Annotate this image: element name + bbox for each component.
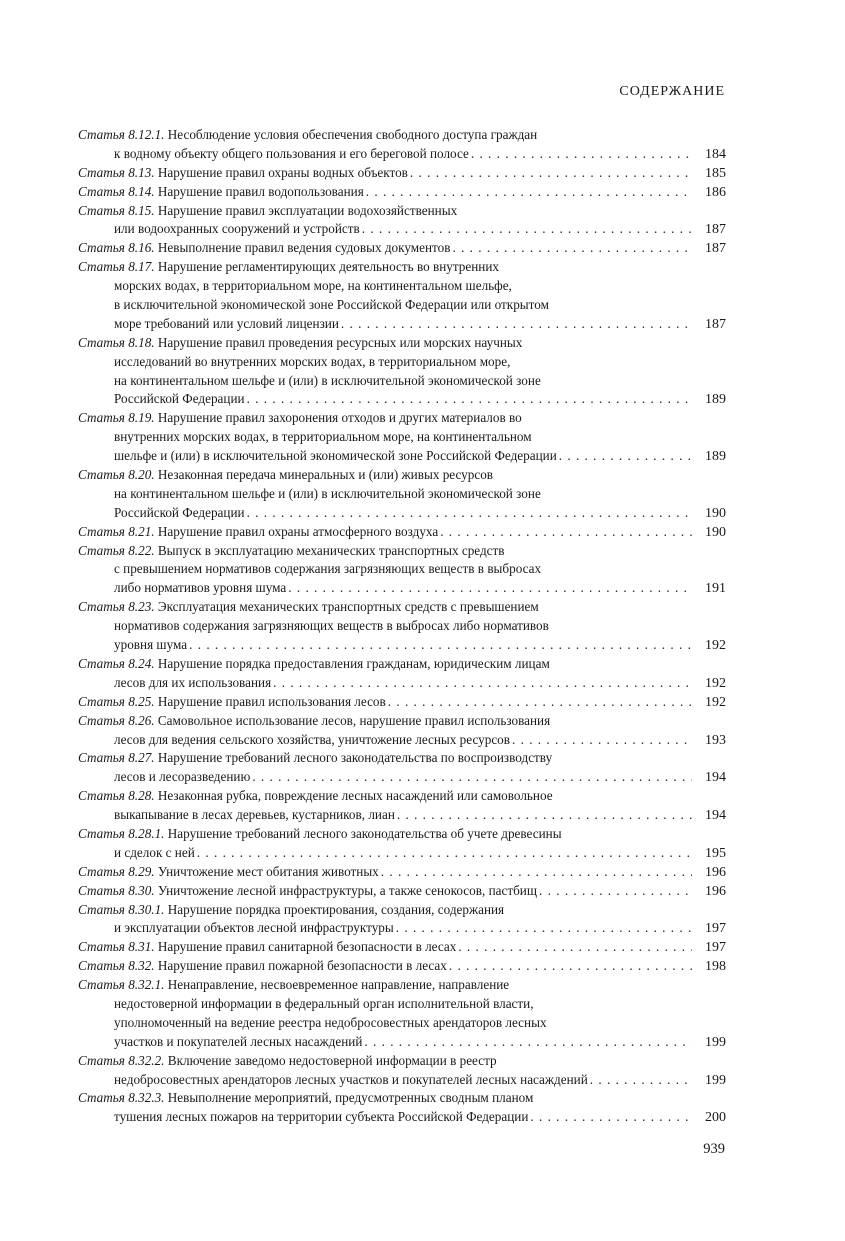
article-title-line: Нарушение правил проведения ресурсных или морских научных [157,334,523,350]
toc-entry-line [78,919,726,938]
toc-entry [78,882,726,901]
toc-entry-text [114,560,541,579]
toc-entry-text [114,353,510,372]
dot-leader [590,1071,692,1090]
toc-entry-text [78,542,505,561]
article-title-line: и эксплуатации объектов лесной инфраструктуры [114,920,394,936]
toc-page-number: 196 [705,883,726,899]
toc-entry-text [114,428,532,447]
dot-leader [410,164,692,183]
dot-leader [247,390,692,409]
running-header: СОДЕРЖАНИЕ [619,84,725,99]
toc-entry-line [78,296,726,315]
toc-entry-line [78,995,726,1014]
toc-entry [78,957,726,976]
toc-entry-text [78,957,447,976]
article-number: Статья 8.16. [78,240,155,256]
dot-leader [397,806,692,825]
toc-entry [78,693,726,712]
toc-entry-line [78,731,726,750]
toc-entry-text [78,164,408,183]
toc-entry-line [78,579,726,598]
toc-entry-line [78,542,726,561]
toc-entry-text [114,145,469,164]
toc-entry-line [78,1052,726,1071]
toc-entry-line [78,976,726,995]
dot-leader [273,674,692,693]
toc-entry-line [78,145,726,164]
article-title-line: Самовольное использование лесов, нарушение правил использования [157,712,551,728]
article-number: Статья 8.32.3. [78,1090,165,1106]
toc-entry-line [78,334,726,353]
dot-leader [362,220,692,239]
article-title-line: Нарушение требований лесного законодательства по воспроизводству [157,750,553,766]
article-title-line: Нарушение порядка проектирования, создания, содержания [167,901,505,917]
article-title-line: Нарушение правил охраны атмосферного воздуха [157,523,439,539]
dot-leader [381,863,692,882]
article-title-line: внутренних морских водах, в территориальном море, на континентальном [114,429,532,445]
toc-entry-line [78,1089,726,1108]
toc-entry-line [78,353,726,372]
toc-entry-line [78,239,726,258]
toc-entry [78,126,726,164]
toc-entry-text [114,674,271,693]
toc-page-number: 197 [705,940,726,956]
dot-leader [341,315,692,334]
dot-leader [539,882,692,901]
article-number: Статья 8.13. [78,164,155,180]
toc-entry-text [78,334,522,353]
toc-entry-text [114,768,250,787]
toc-entry-line [78,202,726,221]
article-number: Статья 8.31. [78,939,155,955]
article-title-line: Незаконная передача минеральных и (или) живых ресурсов [157,467,494,483]
toc-page-number: 197 [705,921,726,937]
article-title-line: и сделок с ней [114,844,195,860]
toc-page-number: 190 [705,505,726,521]
toc-entry-text [78,126,537,145]
article-title-line: морских водах, в территориальном море, на континентальном шельфе, [114,278,512,294]
article-number: Статья 8.32.2. [78,1052,165,1068]
article-number: Статья 8.15. [78,202,155,218]
toc-entry-line [78,1108,726,1127]
toc-entry-text [78,976,509,995]
toc-entry-line [78,693,726,712]
toc-entry-text [114,731,510,750]
toc-entry [78,749,726,787]
article-title-line: лесов для их использования [114,674,272,690]
toc-entry-line [78,447,726,466]
toc-page-number: 186 [705,184,726,200]
toc-entry [78,183,726,202]
article-title-line: участков и покупателей лесных насаждений [114,1033,363,1049]
toc-entry [78,409,726,466]
article-title-line: Невыполнение правил ведения судовых документов [157,240,451,256]
dot-leader [559,447,692,466]
article-number: Статья 8.17. [78,259,155,275]
toc-entry-line [78,485,726,504]
toc-entry-text [78,409,522,428]
toc-entry [78,334,726,410]
toc-entry-line [78,126,726,145]
toc-entry-text [114,296,549,315]
toc-entry [78,787,726,825]
toc-page-number: 195 [705,845,726,861]
toc-entry-line [78,617,726,636]
article-title-line: тушения лесных пожаров на территории субъекта Российской Федерации [114,1109,529,1125]
article-number: Статья 8.23. [78,599,155,615]
article-title-line: Включение заведомо недостоверной информации в реестр [167,1052,497,1068]
dot-leader [366,183,692,202]
article-number: Статья 8.27. [78,750,155,766]
toc-page-number: 187 [705,241,726,257]
toc-entry-text [114,390,245,409]
toc-entry-text [78,523,438,542]
toc-entry-text [114,447,557,466]
toc-entry [78,976,726,1052]
toc-page-number: 192 [705,694,726,710]
article-title-line: уполномоченный на ведение реестра недобросовестных арендаторов лесных [114,1014,547,1030]
toc-entry-text [78,863,379,882]
toc-entry-text [114,372,541,391]
toc-entry [78,825,726,863]
toc-entry-line [78,504,726,523]
toc-entry-text [78,655,550,674]
toc-page-number: 194 [705,808,726,824]
toc-page-number: 200 [705,1110,726,1126]
dot-leader [189,636,692,655]
article-title-line: море требований или условий лицензии [114,315,339,331]
toc-entry-text [78,598,539,617]
article-number: Статья 8.28.1. [78,825,165,841]
toc-entry-text [114,995,534,1014]
toc-entry [78,712,726,750]
article-number: Статья 8.22. [78,542,155,558]
article-number: Статья 8.29. [78,863,155,879]
article-number: Статья 8.28. [78,788,155,804]
toc-entry-text [78,787,553,806]
toc-entry-line [78,409,726,428]
article-title-line: уровня шума [114,637,188,653]
toc-entry-text [114,1014,547,1033]
toc-entry [78,466,726,523]
toc-entry-line [78,523,726,542]
dot-leader [440,523,692,542]
toc-entry [78,258,726,334]
article-title-line: недостоверной информации в федеральный орган исполнительной власти, [114,995,534,1011]
toc-entry-line [78,882,726,901]
article-title-line: Нарушение регламентирующих деятельность во внутренних [157,259,500,275]
toc-entry [78,542,726,599]
toc-entry-text [78,1089,533,1108]
dot-leader [252,768,692,787]
toc-page-number: 189 [705,449,726,465]
toc-page-number: 199 [705,1034,726,1050]
article-title-line: Нарушение правил использования лесов [157,693,386,709]
article-title-line: в исключительной экономической зоне Российской Федерации или открытом [114,297,549,313]
article-title-line: выкапывание в лесах деревьев, кустарников, лиан [114,807,395,823]
article-title-line: Выпуск в эксплуатацию механических транспортных средств [157,542,505,558]
toc-entry [78,901,726,939]
article-title-line: с превышением нормативов содержания загрязняющих веществ в выбросах [114,561,542,577]
toc-entry [78,202,726,240]
toc-entry-line [78,1033,726,1052]
article-number: Статья 8.19. [78,410,155,426]
toc-page-number: 192 [705,675,726,691]
toc-entry [78,164,726,183]
toc-entry-line [78,957,726,976]
article-title-line: Эксплуатация механических транспортных средств с превышением [157,599,539,615]
toc-entry-line [78,372,726,391]
article-number: Статья 8.30.1. [78,901,165,917]
article-number: Статья 8.32.1. [78,977,165,993]
article-title-line: Незаконная рубка, повреждение лесных насаждений или самовольное [157,788,553,804]
toc-entry-text [114,277,512,296]
toc-entry-line [78,258,726,277]
toc-entry-text [78,1052,497,1071]
toc-entry-line [78,560,726,579]
toc-entry-text [78,882,537,901]
dot-leader [458,938,692,957]
article-title-line: Ненаправление, несвоевременное направление, направление [167,977,510,993]
toc-entry-text [78,466,493,485]
toc-entry-text [78,825,562,844]
article-number: Статья 8.14. [78,183,155,199]
toc-entry-line [78,390,726,409]
toc-page-number: 189 [705,392,726,408]
toc-entry-line [78,768,726,787]
article-title-line: к водному объекту общего пользования и его береговой полосе [114,145,469,161]
toc-page-number: 198 [705,959,726,975]
article-title-line: Нарушение правил водопользования [157,183,364,199]
toc-entry-line [78,863,726,882]
article-title-line: нормативов содержания загрязняющих веществ в выбросах либо нормативов [114,618,549,634]
article-title-line: Нарушение правил санитарной безопасности в лесах [157,939,457,955]
toc-entry-line [78,598,726,617]
toc-entry-line [78,1071,726,1090]
toc-entry [78,598,726,655]
toc-entry-text [114,1033,362,1052]
toc-page-number: 184 [705,146,726,162]
article-number: Статья 8.12.1. [78,127,165,142]
toc-entry-line [78,164,726,183]
toc-entry [78,938,726,957]
toc-entry-text [114,485,541,504]
toc-entry-text [114,1071,588,1090]
toc-entry-text [78,183,364,202]
toc-page-number: 190 [705,524,726,540]
toc-page-number: 185 [705,165,726,181]
toc-entry-text [78,239,450,258]
toc-entry-text [78,749,552,768]
article-title-line: Нарушение правил пожарной безопасности в лесах [157,958,447,974]
toc-entry [78,655,726,693]
article-number: Статья 8.25. [78,693,155,709]
article-title-line: лесов и лесоразведению [114,769,251,785]
article-title-line: лесов для ведения сельского хозяйства, уничтожение лесных ресурсов [114,731,510,747]
article-title-line: на континентальном шельфе и (или) в исключительной экономической зоне [114,372,541,388]
article-title-line: Уничтожение лесной инфраструктуры, а также сенокосов, пастбищ [157,882,538,898]
article-title-line: Нарушение порядка предоставления гражданам, юридическим лицам [157,655,550,671]
toc-page-number: 187 [705,316,726,332]
toc-entry-line [78,806,726,825]
article-title-line: исследований во внутренних морских водах, в территориальном море, [114,353,511,369]
toc-entry-text [78,938,456,957]
toc-entry [78,1089,726,1127]
dot-leader [197,844,692,863]
toc-entry-line [78,938,726,957]
toc-entry-text [78,258,499,277]
article-title-line: Российской Федерации [114,504,245,520]
toc-entry-line [78,466,726,485]
article-number: Статья 8.26. [78,712,155,728]
toc-entry-line [78,220,726,239]
toc-entry [78,239,726,258]
toc-entry-text [114,504,245,523]
toc-page-number: 193 [705,732,726,748]
toc-page-number: 191 [705,581,726,597]
article-title-line: шельфе и (или) в исключительной экономической зоне Российской Федерации [114,448,557,464]
toc-page-number: 199 [705,1072,726,1088]
article-number: Статья 8.18. [78,334,155,350]
dot-leader [449,957,692,976]
dot-leader [364,1033,692,1052]
dot-leader [247,504,692,523]
toc-entry-line [78,844,726,863]
article-title-line: Нарушение правил эксплуатации водохозяйственных [157,202,458,218]
article-title-line: Нарушение требований лесного законодательства об учете древесины [167,825,562,841]
toc-page-number: 196 [705,864,726,880]
toc-page-number: 192 [705,638,726,654]
toc-entry-line [78,749,726,768]
toc-entry-line [78,712,726,731]
article-title-line: Несоблюдение условия обеспечения свободного доступа граждан [167,127,538,142]
page-number: 939 [703,1141,725,1157]
dot-leader [452,239,692,258]
dot-leader [288,579,692,598]
toc-entry-line [78,636,726,655]
dot-leader [512,731,692,750]
toc-entry-line [78,674,726,693]
article-title-line: Российской Федерации [114,391,245,407]
toc-entry-line [78,315,726,334]
article-number: Статья 8.20. [78,467,155,483]
toc-entry-line [78,1014,726,1033]
toc-entry-line [78,183,726,202]
article-number: Статья 8.21. [78,523,155,539]
toc-entry-text [114,1108,528,1127]
toc-entry-line [78,825,726,844]
toc-entry-text [114,844,195,863]
toc-entry-text [114,919,394,938]
toc-entry-text [114,220,360,239]
toc-entry-text [114,636,187,655]
toc-entry [78,1052,726,1090]
toc-page-number: 194 [705,770,726,786]
toc-entry [78,863,726,882]
dot-leader [471,145,692,164]
toc-entry-line [78,277,726,296]
toc-entry-text [78,693,386,712]
article-title-line: или водоохранных сооружений и устройств [114,221,360,237]
article-title-line: Невыполнение мероприятий, предусмотренных сводным планом [167,1090,534,1106]
article-title-line: Уничтожение мест обитания животных [157,863,379,879]
article-title-line: на континентальном шельфе и (или) в исключительной экономической зоне [114,485,541,501]
dot-leader [396,919,692,938]
article-number: Статья 8.24. [78,655,155,671]
toc-entry-line [78,787,726,806]
article-number: Статья 8.32. [78,958,155,974]
toc-entry-text [114,617,549,636]
toc-entry [78,523,726,542]
article-number: Статья 8.30. [78,882,155,898]
article-title-line: либо нормативов уровня шума [114,580,287,596]
toc-entry-text [114,579,286,598]
table-of-contents [78,126,726,1127]
toc-entry-text [78,901,504,920]
toc-entry-text [114,806,395,825]
toc-entry-line [78,901,726,920]
toc-entry-line [78,428,726,447]
toc-entry-text [78,202,457,221]
article-title-line: Нарушение правил охраны водных объектов [157,164,408,180]
toc-page-number: 187 [705,222,726,238]
dot-leader [388,693,692,712]
toc-entry-text [114,315,339,334]
article-title-line: недобросовестных арендаторов лесных участков и покупателей лесных насаждений [114,1071,588,1087]
toc-entry-text [78,712,550,731]
article-title-line: Нарушение правил захоронения отходов и других материалов во [157,410,522,426]
dot-leader [530,1108,692,1127]
toc-entry-line [78,655,726,674]
